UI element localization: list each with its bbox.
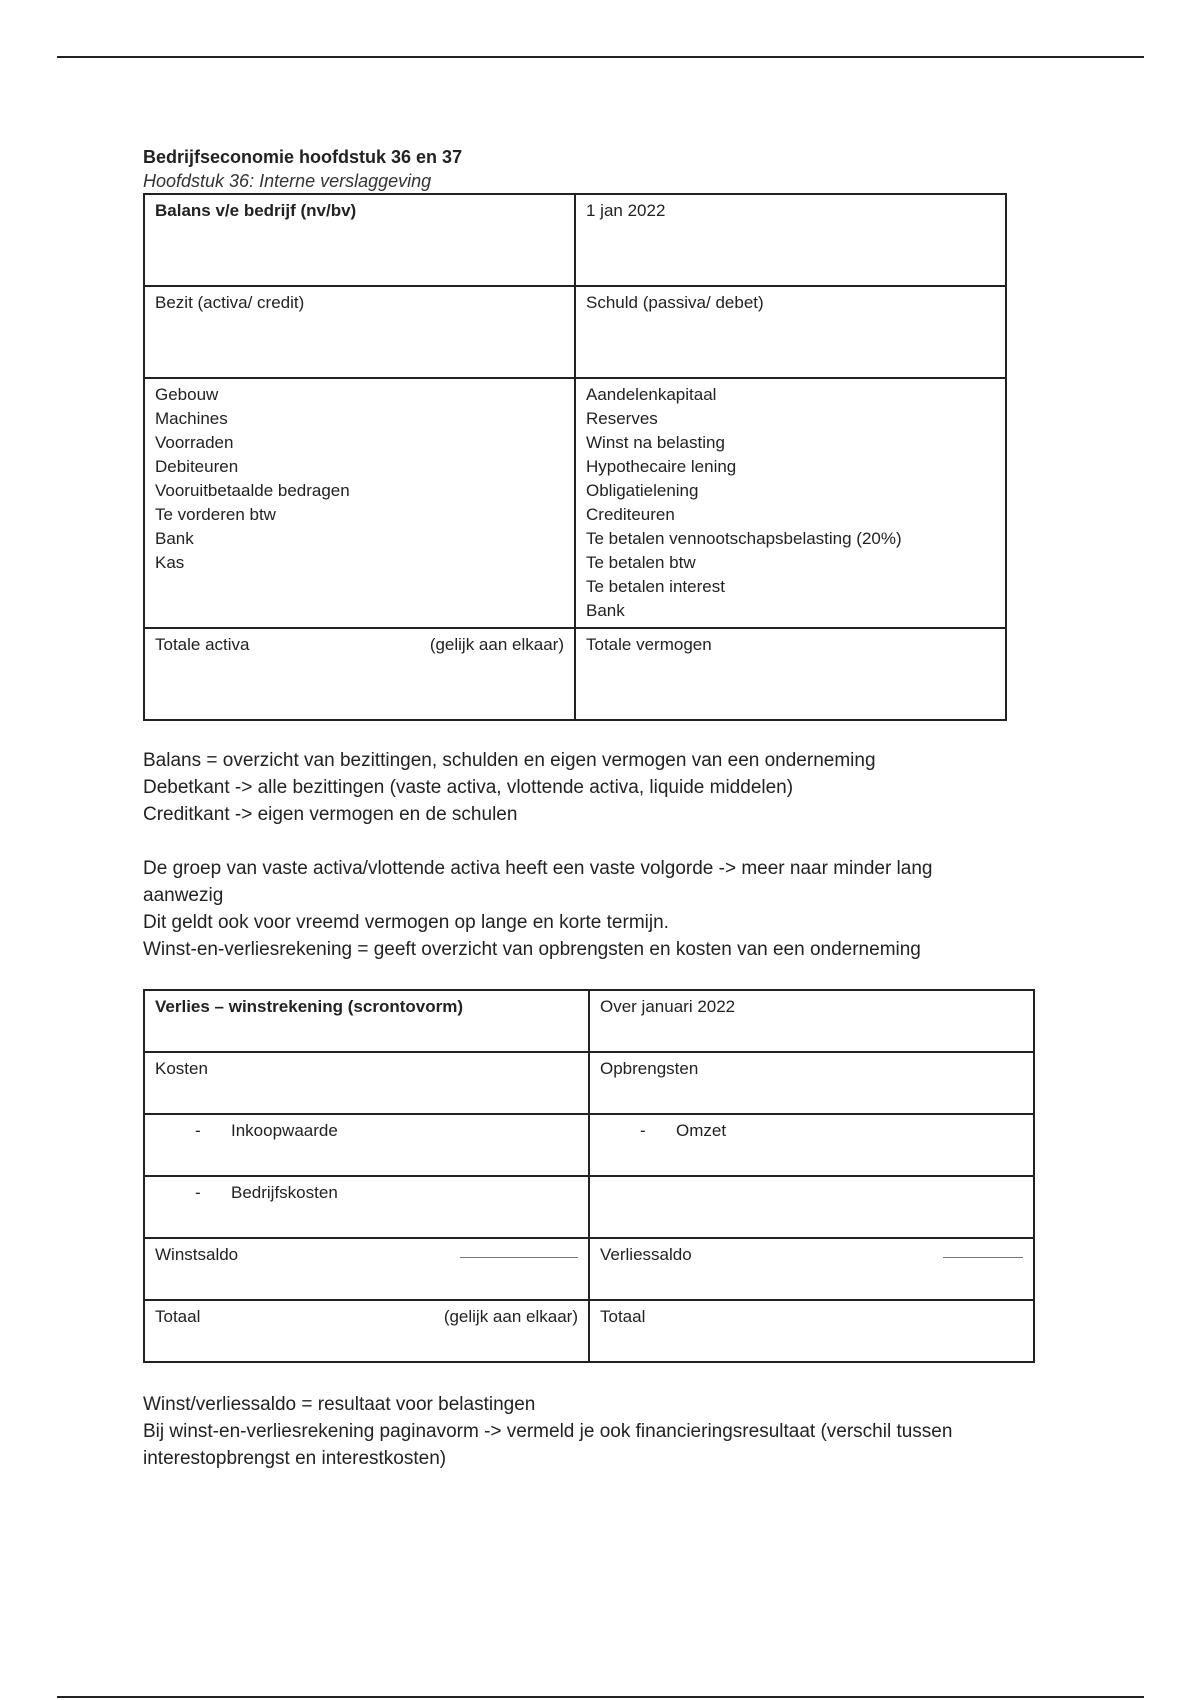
total-equal-note: (gelijk aan elkaar) (429, 635, 564, 654)
cost-item-label: Bedrijfskosten (231, 1183, 338, 1202)
list-item: Gebouw (155, 385, 219, 404)
paragraph: Debetkant -> alle bezittingen (vaste activa, vlottende activa, liquide middelen) (143, 777, 794, 798)
assets-list (144, 378, 575, 628)
list-item: Vooruitbetaalde bedragen (155, 481, 350, 500)
document-subtitle: Hoofdstuk 36: Interne verslaggeving (143, 171, 432, 191)
pl-sub-row (144, 1052, 1034, 1114)
list-item: Reserves (586, 409, 658, 428)
pl-sub-right: Opbrengsten (589, 1052, 1034, 1114)
pl-sub-left: Kosten (144, 1052, 589, 1114)
balance-sub-right: Schuld (passiva/ debet) (575, 286, 1006, 378)
list-item: Hypothecaire lening (586, 457, 737, 476)
balance-header-right: 1 jan 2022 (575, 194, 1006, 286)
list-item: Voorraden (155, 433, 234, 452)
pl-total-left-cell (144, 1300, 589, 1362)
balance-header-left: Balans v/e bedrijf (nv/bv) (144, 194, 575, 286)
liabilities-list (575, 378, 1006, 628)
paragraph: Dit geldt ook voor vreemd vermogen op lange en korte termijn. (143, 912, 669, 933)
footer-rule (57, 1696, 1144, 1698)
pl-saldo-row (144, 1238, 1034, 1300)
paragraph: Bij winst-en-verliesrekening paginavorm -> vermeld je ook financieringsresultaat (verschil tussen interestopbrengst en interestkosten) (143, 1421, 953, 1469)
bullet-dash: - (195, 1121, 201, 1140)
pl-header-left: Verlies – winstrekening (scrontovorm) (144, 990, 589, 1052)
totaal-left-label: Totaal (155, 1307, 201, 1326)
winstsaldo-label: Winstsaldo (155, 1245, 239, 1264)
total-activa-label: Totale activa (155, 635, 250, 654)
revenue-item-label: Omzet (676, 1121, 727, 1140)
cost-item-cell (144, 1176, 589, 1238)
totaal-right-label: Totaal (589, 1300, 1034, 1362)
list-item: Machines (155, 409, 228, 428)
balance-items-row (144, 378, 1006, 628)
paragraph: Winst-en-verliesrekening = geeft overzicht van opbrengsten en kosten van een onderneming (143, 939, 921, 960)
list-item: Obligatielening (586, 481, 699, 500)
paragraph: Creditkant -> eigen vermogen en de schulen (143, 804, 518, 825)
pl-total-row (144, 1300, 1034, 1362)
profit-loss-table (143, 989, 1035, 1363)
list-item: Bank (155, 529, 194, 548)
header-rule (57, 56, 1144, 58)
loss-saldo-cell (589, 1238, 1034, 1300)
balance-sub-left: Bezit (activa/ credit) (144, 286, 575, 378)
total-equal-note: (gelijk aan elkaar) (443, 1307, 578, 1326)
pl-header-row (144, 990, 1034, 1052)
balance-header-row (144, 194, 1006, 286)
bullet-dash: - (195, 1183, 201, 1202)
revenue-item-cell (589, 1114, 1034, 1176)
total-vermogen-label: Totale vermogen (575, 628, 1006, 720)
profit-saldo-cell (144, 1238, 589, 1300)
list-item: Te betalen interest (586, 577, 725, 596)
balance-sub-row (144, 286, 1006, 378)
winstsaldo-blank-line (460, 1257, 578, 1258)
list-item: Debiteuren (155, 457, 239, 476)
list-item: Te vorderen btw (155, 505, 276, 524)
paragraph: De groep van vaste activa/vlottende activa heeft een vaste volgorde -> meer naar minder lang aanwezig (143, 858, 933, 906)
pl-item-row-2 (144, 1176, 1034, 1238)
list-item: Winst na belasting (586, 433, 725, 452)
balance-total-row (144, 628, 1006, 720)
balance-total-left-cell (144, 628, 575, 720)
balance-table (143, 193, 1007, 721)
pl-header-right: Over januari 2022 (589, 990, 1034, 1052)
list-item: Crediteuren (586, 505, 675, 524)
pl-item-row-1 (144, 1114, 1034, 1176)
cost-item-label: Inkoopwaarde (231, 1121, 338, 1140)
paragraph: Balans = overzicht van bezittingen, schulden en eigen vermogen van een onderneming (143, 750, 876, 771)
cost-item-cell (144, 1114, 589, 1176)
list-item: Kas (155, 553, 185, 572)
document-body (143, 145, 1063, 1472)
empty-cell (589, 1176, 1034, 1238)
paragraph: Winst/verliessaldo = resultaat voor belastingen (143, 1394, 536, 1415)
list-item: Te betalen vennootschapsbelasting (20%) (586, 529, 902, 548)
list-item: Te betalen btw (586, 553, 696, 572)
document-title: Bedrijfseconomie hoofdstuk 36 en 37 (143, 147, 463, 167)
verliessaldo-blank-line (943, 1257, 1023, 1258)
bullet-dash: - (640, 1121, 646, 1140)
list-item: Bank (586, 601, 625, 620)
list-item: Aandelenkapitaal (586, 385, 717, 404)
verliessaldo-label: Verliessaldo (600, 1245, 692, 1264)
